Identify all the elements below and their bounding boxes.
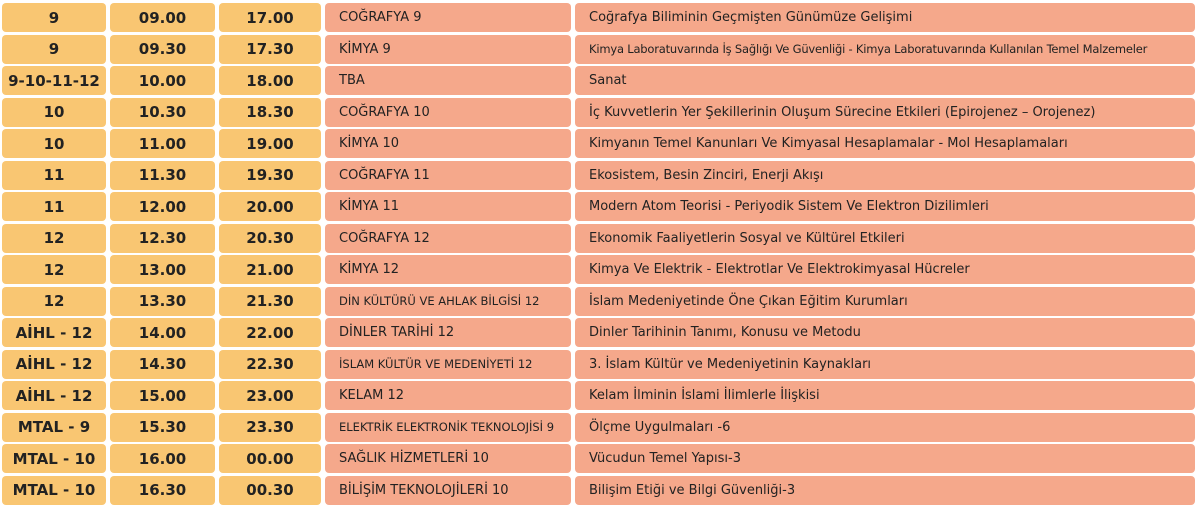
- table-row: [0, 3, 1195, 32]
- course-cell: İSLAM KÜLTÜR VE MEDENİYETİ 12: [325, 350, 571, 379]
- table-row: [0, 129, 1195, 158]
- course-cell: DİN KÜLTÜRÜ VE AHLAK BİLGİSİ 12: [325, 287, 571, 316]
- grade-cell: 11: [2, 192, 106, 221]
- grade-cell: 11: [2, 161, 106, 190]
- time-2-cell: 21.00: [219, 255, 321, 284]
- time-2-cell: 00.30: [219, 476, 321, 505]
- table-row: [0, 98, 1195, 127]
- time-2-cell: 20.00: [219, 192, 321, 221]
- topic-cell: Ekonomik Faaliyetlerin Sosyal ve Kültürel Etkileri: [575, 224, 1195, 253]
- time-2-cell: 20.30: [219, 224, 321, 253]
- time-1-cell: 10.00: [110, 66, 215, 95]
- grade-cell: 9: [2, 3, 106, 32]
- grade-cell: 10: [2, 98, 106, 127]
- topic-cell: Kimya Ve Elektrik - Elektrotlar Ve Elektrokimyasal Hücreler: [575, 255, 1195, 284]
- table-row: [0, 413, 1195, 442]
- course-cell: BİLİŞİM TEKNOLOJİLERİ 10: [325, 476, 571, 505]
- table-row: [0, 224, 1195, 253]
- topic-cell: Kelam İlminin İslami İlimlerle İlişkisi: [575, 381, 1195, 410]
- course-cell: COĞRAFYA 11: [325, 161, 571, 190]
- time-2-cell: 00.00: [219, 444, 321, 473]
- topic-cell: Coğrafya Biliminin Geçmişten Günümüze Gelişimi: [575, 3, 1195, 32]
- topic-cell: Sanat: [575, 66, 1195, 95]
- grade-cell: 12: [2, 224, 106, 253]
- table-row: [0, 381, 1195, 410]
- time-2-cell: 17.00: [219, 3, 321, 32]
- time-1-cell: 15.00: [110, 381, 215, 410]
- time-1-cell: 16.30: [110, 476, 215, 505]
- time-2-cell: 22.30: [219, 350, 321, 379]
- table-row: [0, 192, 1195, 221]
- time-2-cell: 22.00: [219, 318, 321, 347]
- topic-cell: Dinler Tarihinin Tanımı, Konusu ve Metodu: [575, 318, 1195, 347]
- course-cell: ELEKTRİK ELEKTRONİK TEKNOLOJİSİ 9: [325, 413, 571, 442]
- time-2-cell: 18.30: [219, 98, 321, 127]
- time-1-cell: 11.00: [110, 129, 215, 158]
- time-1-cell: 09.30: [110, 35, 215, 64]
- table-row: [0, 476, 1195, 505]
- time-1-cell: 11.30: [110, 161, 215, 190]
- time-1-cell: 09.00: [110, 3, 215, 32]
- course-cell: COĞRAFYA 10: [325, 98, 571, 127]
- table-row: [0, 255, 1195, 284]
- grade-cell: AİHL - 12: [2, 350, 106, 379]
- grade-cell: 10: [2, 129, 106, 158]
- time-1-cell: 12.00: [110, 192, 215, 221]
- grade-cell: 9: [2, 35, 106, 64]
- time-2-cell: 18.00: [219, 66, 321, 95]
- time-1-cell: 13.00: [110, 255, 215, 284]
- topic-cell: Modern Atom Teorisi - Periyodik Sistem Ve Elektron Dizilimleri: [575, 192, 1195, 221]
- course-cell: SAĞLIK HİZMETLERİ 10: [325, 444, 571, 473]
- course-cell: KELAM 12: [325, 381, 571, 410]
- time-2-cell: 17.30: [219, 35, 321, 64]
- time-1-cell: 14.30: [110, 350, 215, 379]
- time-2-cell: 23.30: [219, 413, 321, 442]
- topic-cell: Ölçme Uygulmaları -6: [575, 413, 1195, 442]
- time-1-cell: 15.30: [110, 413, 215, 442]
- course-cell: COĞRAFYA 12: [325, 224, 571, 253]
- table-row: [0, 66, 1195, 95]
- table-row: [0, 287, 1195, 316]
- time-2-cell: 19.00: [219, 129, 321, 158]
- table-row: [0, 444, 1195, 473]
- topic-cell: Bilişim Etiği ve Bilgi Güvenliği-3: [575, 476, 1195, 505]
- grade-cell: 12: [2, 287, 106, 316]
- topic-cell: Kimya Laboratuvarında İş Sağlığı Ve Güvenliği - Kimya Laboratuvarında Kullanılan Temel Malzemeler: [575, 35, 1195, 64]
- grade-cell: 9-10-11-12: [2, 66, 106, 95]
- course-cell: TBA: [325, 66, 571, 95]
- time-1-cell: 16.00: [110, 444, 215, 473]
- topic-cell: İç Kuvvetlerin Yer Şekillerinin Oluşum Sürecine Etkileri (Epirojenez – Orojenez): [575, 98, 1195, 127]
- grade-cell: 12: [2, 255, 106, 284]
- topic-cell: 3. İslam Kültür ve Medeniyetinin Kaynakları: [575, 350, 1195, 379]
- table-row: [0, 318, 1195, 347]
- course-cell: COĞRAFYA 9: [325, 3, 571, 32]
- table-row: [0, 350, 1195, 379]
- time-1-cell: 10.30: [110, 98, 215, 127]
- grade-cell: AİHL - 12: [2, 318, 106, 347]
- grade-cell: AİHL - 12: [2, 381, 106, 410]
- grade-cell: MTAL - 9: [2, 413, 106, 442]
- course-cell: KİMYA 12: [325, 255, 571, 284]
- course-cell: DİNLER TARİHİ 12: [325, 318, 571, 347]
- topic-cell: Vücudun Temel Yapısı-3: [575, 444, 1195, 473]
- time-1-cell: 13.30: [110, 287, 215, 316]
- topic-cell: Ekosistem, Besin Zinciri, Enerji Akışı: [575, 161, 1195, 190]
- time-2-cell: 19.30: [219, 161, 321, 190]
- time-1-cell: 14.00: [110, 318, 215, 347]
- topic-cell: Kimyanın Temel Kanunları Ve Kimyasal Hesaplamalar - Mol Hesaplamaları: [575, 129, 1195, 158]
- course-cell: KİMYA 9: [325, 35, 571, 64]
- time-2-cell: 21.30: [219, 287, 321, 316]
- time-1-cell: 12.30: [110, 224, 215, 253]
- grade-cell: MTAL - 10: [2, 476, 106, 505]
- course-cell: KİMYA 10: [325, 129, 571, 158]
- course-cell: KİMYA 11: [325, 192, 571, 221]
- topic-cell: İslam Medeniyetinde Öne Çıkan Eğitim Kurumları: [575, 287, 1195, 316]
- time-2-cell: 23.00: [219, 381, 321, 410]
- grade-cell: MTAL - 10: [2, 444, 106, 473]
- table-row: [0, 35, 1195, 64]
- table-row: [0, 161, 1195, 190]
